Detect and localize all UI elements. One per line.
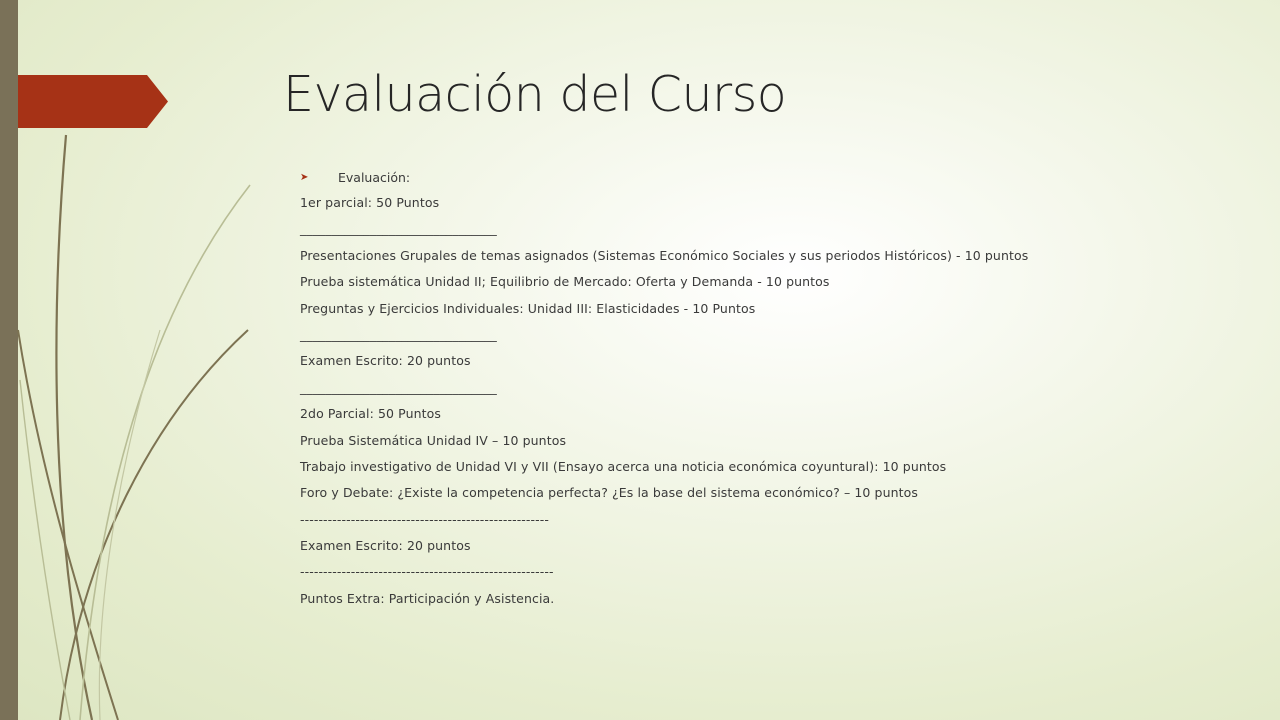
separator-line: _______________________________ <box>300 326 497 342</box>
detail-line: Prueba sistemática Unidad II; Equilibrio de Mercado: Oferta y Demanda - 10 puntos <box>300 274 830 290</box>
detail-line: 1er parcial: 50 Puntos <box>300 195 440 210</box>
separator-line: ------------------------------------------------------- <box>300 564 554 580</box>
title-accent-tab <box>18 75 168 128</box>
separator-line: ------------------------------------------------------ <box>300 511 549 527</box>
detail-line: Puntos Extra: Participación y Asistencia. <box>300 590 555 606</box>
slide-title: Evaluación del Curso <box>283 66 787 123</box>
detail-line: Preguntas y Ejercicios Individuales: Unidad III: Elasticidades - 10 Puntos <box>300 300 756 316</box>
detail-line: Trabajo investigativo de Unidad VI y VII (Ensayo acerca una noticia económica coyuntural): 10 puntos <box>300 458 947 474</box>
detail-line: Presentaciones Grupales de temas asignados (Sistemas Económico Sociales y sus periodos Históricos) - 10 puntos <box>300 247 1029 263</box>
evaluation-details <box>300 194 1200 616</box>
bullet-item <box>300 170 410 185</box>
arrow-right-icon: ➤ <box>300 172 309 183</box>
detail-line: 2do Parcial: 50 Puntos <box>300 406 441 422</box>
separator-line: _______________________________ <box>300 221 497 237</box>
detail-line: Prueba Sistemática Unidad IV – 10 puntos <box>300 432 567 448</box>
detail-line: Examen Escrito: 20 puntos <box>300 538 471 554</box>
detail-line: Foro y Debate: ¿Existe la competencia perfecta? ¿Es la base del sistema económico? – 10 puntos <box>300 485 918 501</box>
bullet-label: Evaluación: <box>338 170 411 185</box>
detail-line: Examen Escrito: 20 puntos <box>300 353 471 369</box>
left-sidebar-bar <box>0 0 18 720</box>
separator-line: _______________________________ <box>300 379 497 395</box>
